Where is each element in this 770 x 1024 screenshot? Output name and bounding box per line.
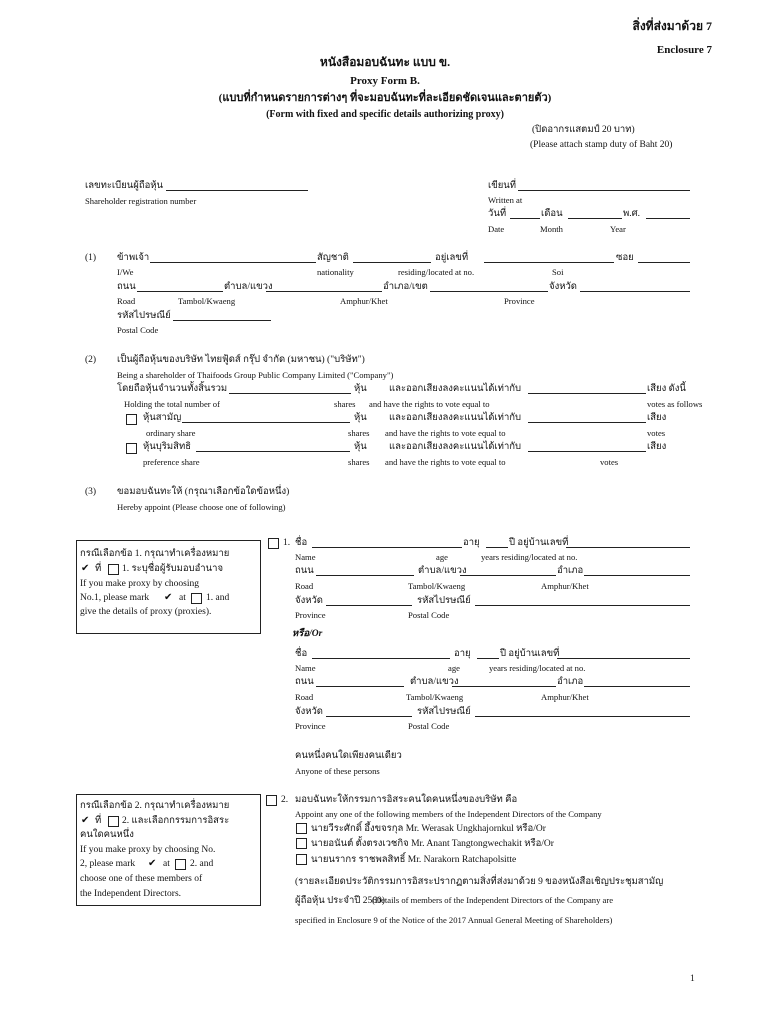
note1-line4b: at <box>179 593 186 603</box>
proxy2-years-label-en: years residing/located at no. <box>489 663 586 673</box>
proxy1-tambol-field[interactable] <box>460 575 556 576</box>
preference-votes-label-th: และออกเสียงลงคะแนนได้เท่ากับ <box>389 442 522 452</box>
province-field[interactable] <box>580 291 690 292</box>
proxy1-age-label-en: age <box>436 552 448 562</box>
year-label-th: พ.ศ. <box>623 209 641 219</box>
written-label-th: เขียนที่ <box>488 181 517 191</box>
detail-th-line1: (รายละเอียดประวัติกรรมการอิสระปรากฏตามสิ่งที่ส่งมาด้วย 9 ของหนังสือเชิญประชุมสามัญ <box>295 877 664 887</box>
ordinary-votes-field[interactable] <box>528 422 646 423</box>
stamp-en: (Please attach stamp duty of Baht 20) <box>530 140 673 150</box>
votes-label-en: and have the rights to vote equal to <box>369 399 490 409</box>
votes-label-th: และออกเสียงลงคะแนนได้เท่ากับ <box>389 384 522 394</box>
note2-line7: the Independent Directors. <box>80 889 182 899</box>
road-label-th: ถนน <box>117 282 136 292</box>
votes-total-label-en: votes as follows <box>647 399 703 409</box>
shareholder-line-en: Being a shareholder of Thaifoods Group Public Company Limited ("Company") <box>117 370 394 380</box>
preference-vote-unit-th: เสียง <box>647 442 667 452</box>
proxy1-age-label-th: อายุ <box>463 538 480 548</box>
preference-votes-unit-en: votes <box>600 457 619 467</box>
note1-line2a: ที่ <box>95 564 102 574</box>
note2-line5b: at <box>163 859 170 869</box>
option-1-label: 1. <box>283 538 291 548</box>
option-2-line-en: Appoint any one of the following members of the Independent Directors of the Company <box>295 809 602 819</box>
proxy2-age-label-en: age <box>448 663 460 673</box>
proxy1-postal-label-en: Postal Code <box>408 610 450 620</box>
reg-number-field[interactable] <box>166 190 308 191</box>
note2-line1: กรณีเลือกข้อ 2. กรุณาทำเครื่องหมาย <box>80 801 230 811</box>
ordinary-votes-label-th: และออกเสียงลงคะแนนได้เท่ากับ <box>389 413 522 423</box>
director-1-checkbox[interactable] <box>296 823 307 834</box>
nationality-field[interactable] <box>353 262 431 263</box>
proxy2-postal-label-en: Postal Code <box>408 721 450 731</box>
director-1-label: นายวีระศักดิ์ อึ้งขจรกุล Mr. Werasak Ungkhajornkul หรือ/Or <box>311 824 546 834</box>
address-label-en: residing/located at no. <box>398 267 475 277</box>
director-3-label: นายนรากร ราชพลสิทธิ์ Mr. Narakorn Ratchapolsitte <box>311 855 517 865</box>
name-field[interactable] <box>150 262 316 263</box>
stamp-th: (ปิดอากรแสตมป์ 20 บาท) <box>532 125 635 135</box>
preference-votes-field[interactable] <box>528 451 646 452</box>
province-label-en: Province <box>504 296 535 306</box>
proxy1-years-label-en: years residing/located at no. <box>481 552 578 562</box>
proxy1-name-field[interactable] <box>312 547 462 548</box>
note1-line5: give the details of proxy (proxies). <box>80 607 212 617</box>
proxy2-years-label-th: ปี อยู่บ้านเลขที่ <box>500 649 560 659</box>
subtitle-en: (Form with fixed and specific details authorizing proxy) <box>266 109 504 120</box>
address-label-th: อยู่เลขที่ <box>435 253 469 263</box>
ordinary-votes-label-en: and have the rights to vote equal to <box>385 428 506 438</box>
votes-total-label-th: เสียง ดังนี้ <box>647 384 686 394</box>
ordinary-votes-unit-en: votes <box>647 428 666 438</box>
holding-label-en: Holding the total number of <box>124 399 220 409</box>
proxy1-postal-label-th: รหัสไปรษณีย์ <box>417 596 471 606</box>
note2-line5a: 2, please mark <box>80 859 136 869</box>
title-en: Proxy Form B. <box>350 75 420 87</box>
proxy2-province-label-th: จังหวัด <box>295 707 323 717</box>
tambol-label-th: ตำบล/แขวง <box>224 282 273 292</box>
preference-votes-label-en: and have the rights to vote equal to <box>385 457 506 467</box>
preference-shares-label-en: shares <box>348 457 370 467</box>
road-label-en: Road <box>117 296 136 306</box>
check-mark-icon: ✔ <box>164 592 173 603</box>
note1-line4a: No.1, please mark <box>80 593 150 603</box>
note2-line2b: 2. และเลือกกรรมการอิสระ <box>122 816 230 826</box>
proxy2-age-field[interactable] <box>477 658 499 659</box>
check-mark-icon: ✔ <box>148 858 157 869</box>
proxy1-name-label-th: ชื่อ <box>295 538 308 548</box>
proxy2-name-label-th: ชื่อ <box>295 649 308 659</box>
note2-line4: If you make proxy by choosing No. <box>80 845 216 855</box>
postal-field[interactable] <box>173 320 271 321</box>
province-label-th: จังหวัด <box>549 282 577 292</box>
date-label-en: Date <box>488 224 505 234</box>
preference-shares-field[interactable] <box>196 451 350 452</box>
proxy2-amphur-label-en: Amphur/Khet <box>541 692 589 702</box>
soi-field[interactable] <box>638 262 690 263</box>
iwe-label-en: I/We <box>117 267 134 277</box>
title-th: หนังสือมอบฉันทะ แบบ ข. <box>319 55 451 69</box>
preference-label-en: preference share <box>143 457 200 467</box>
enclosure-en: Enclosure 7 <box>656 44 712 56</box>
director-3-checkbox[interactable] <box>296 854 307 865</box>
amphur-label-en: Amphur/Khet <box>340 296 388 306</box>
holding-label-th: โดยถือหุ้นจำนวนทั้งสิ้นรวม <box>117 384 228 394</box>
iwe-label-th: ข้าพเจ้า <box>117 253 150 263</box>
proxy2-amphur-field[interactable] <box>584 686 690 687</box>
soi-label-th: ซอย <box>616 253 634 263</box>
checkbox-icon <box>175 859 186 870</box>
checkbox-icon <box>108 564 119 575</box>
amphur-field[interactable] <box>430 291 548 292</box>
proxy2-address-field[interactable] <box>557 658 690 659</box>
shares-label-th: หุ้น <box>354 384 367 394</box>
postal-label-th: รหัสไปรษณีย์ <box>117 311 171 321</box>
director-2-label: นายอนันต์ ตั้งตรงเวชกิจ Mr. Anant Tangtongwechakit หรือ/Or <box>311 839 554 849</box>
total-shares-field[interactable] <box>229 393 351 394</box>
shares-label-en: shares <box>334 399 356 409</box>
address-field[interactable] <box>484 262 614 263</box>
section-2-number: (2) <box>85 355 97 365</box>
reg-label-en: Shareholder registration number <box>85 196 197 206</box>
note1-line4c: 1. and <box>206 593 230 603</box>
proxy2-name-label-en: Name <box>295 663 316 673</box>
check-mark-icon: ✔ <box>81 815 90 826</box>
proxy1-name-label-en: Name <box>295 552 316 562</box>
proxy2-tambol-field[interactable] <box>452 686 556 687</box>
appoint-line-en: Hereby appoint (Please choose one of following) <box>117 502 286 512</box>
soi-label-en: Soi <box>552 267 564 277</box>
ordinary-label-th: หุ้นสามัญ <box>143 413 182 423</box>
check-mark-icon: ✔ <box>81 563 90 574</box>
proxy2-tambol-label-th: ตำบล/แขวง <box>410 677 459 687</box>
proxy1-road-label-th: ถนน <box>295 566 314 576</box>
written-at-field[interactable] <box>518 190 690 191</box>
option-1-checkbox[interactable] <box>268 538 279 549</box>
preference-shares-unit-th: หุ้น <box>354 442 367 452</box>
detail-en-line2: specified in Enclosure 9 of the Notice of the 2017 Annual General Meeting of Shareholders) <box>295 915 613 925</box>
proxy2-postal-label-th: รหัสไปรษณีย์ <box>417 707 471 717</box>
date-label-th: วันที่ <box>488 209 507 219</box>
shareholder-line-th: เป็นผู้ถือหุ้นของบริษัท ไทยฟู้ดส์ กรุ๊ป จำกัด (มหาชน) ("บริษัท") <box>117 355 365 365</box>
postal-label-en: Postal Code <box>117 325 159 335</box>
proxy2-province-field[interactable] <box>326 716 412 717</box>
tambol-label-en: Tambol/Kwaeng <box>178 296 236 306</box>
option-2-instruction-box <box>76 794 261 906</box>
page-number: 1 <box>690 974 695 984</box>
anyone-label-th: คนหนึ่งคนใดเพียงคนเดียว <box>295 751 402 761</box>
note1-line3: If you make proxy by choosing <box>80 579 199 589</box>
tambol-field[interactable] <box>266 291 382 292</box>
detail-th-line2: ผู้ถือหุ้น ประจำปี 2560) <box>295 896 385 906</box>
checkbox-icon <box>191 593 202 604</box>
proxy1-road-field[interactable] <box>316 575 414 576</box>
detail-en-line1: (Details of members of the Independent Directors of the Company are <box>372 895 614 905</box>
ordinary-label-en: ordinary share <box>146 428 196 438</box>
proxy2-road-label-th: ถนน <box>295 677 314 687</box>
month-label-en: Month <box>540 224 563 234</box>
year-label-en: Year <box>610 224 626 234</box>
ordinary-vote-unit-th: เสียง <box>647 413 667 423</box>
preference-share-checkbox[interactable] <box>126 443 137 454</box>
proxy2-amphur-label-th: อำเภอ <box>557 677 584 687</box>
proxy1-tambol-label-en: Tambol/Kwaeng <box>408 581 466 591</box>
reg-label-th: เลขทะเบียนผู้ถือหุ้น <box>85 181 164 191</box>
preference-label-th: หุ้นบุริมสิทธิ <box>143 442 192 452</box>
year-field[interactable] <box>646 218 690 219</box>
note1-line1: กรณีเลือกข้อ 1. กรุณาทำเครื่องหมาย <box>80 549 230 559</box>
option-2-label: 2. <box>281 795 289 805</box>
director-2-checkbox[interactable] <box>296 838 307 849</box>
month-field[interactable] <box>568 218 622 219</box>
total-votes-field[interactable] <box>528 393 646 394</box>
anyone-label-en: Anyone of these persons <box>295 766 380 776</box>
option-2-checkbox[interactable] <box>266 795 277 806</box>
proxy2-postal-field[interactable] <box>475 716 690 717</box>
proxy1-road-label-en: Road <box>295 581 314 591</box>
subtitle-th: (แบบที่กำหนดรายการต่างๆ ที่จะมอบฉันทะที่ละเอียดชัดเจนและตายตัว) <box>218 92 552 104</box>
section-1-number: (1) <box>85 253 97 263</box>
proxy1-amphur-label-th: อำเภอ <box>557 566 584 576</box>
section-3-number: (3) <box>85 487 97 497</box>
note2-line5c: 2. and <box>190 859 214 869</box>
proxy1-province-label-en: Province <box>295 610 326 620</box>
proxy1-age-field[interactable] <box>486 547 508 548</box>
note2-line3: คนใดคนหนึ่ง <box>80 830 134 840</box>
proxy2-road-field[interactable] <box>316 686 404 687</box>
appoint-line-th: ขอมอบฉันทะให้ (กรุณาเลือกข้อใดข้อหนึ่ง) <box>117 487 290 497</box>
proxy2-province-label-en: Province <box>295 721 326 731</box>
written-label-en: Written at <box>488 195 523 205</box>
date-field[interactable] <box>510 218 540 219</box>
ordinary-shares-field[interactable] <box>182 422 350 423</box>
proxy1-province-field[interactable] <box>326 605 412 606</box>
note2-line6: choose one of these members of <box>80 874 203 884</box>
option-1-instruction-box <box>76 540 261 634</box>
month-label-th: เดือน <box>541 209 563 219</box>
proxy1-postal-field[interactable] <box>475 605 690 606</box>
ordinary-shares-unit-th: หุ้น <box>354 413 367 423</box>
nationality-label-th: สัญชาติ <box>317 253 349 263</box>
option-2-line-th: มอบฉันทะให้กรรมการอิสระคนใดคนหนึ่งของบริษัท คือ <box>295 795 518 805</box>
ordinary-share-checkbox[interactable] <box>126 414 137 425</box>
or-label: หรือ/Or <box>292 629 323 639</box>
road-field[interactable] <box>137 291 223 292</box>
proxy1-amphur-field[interactable] <box>584 575 690 576</box>
ordinary-shares-label-en: shares <box>348 428 370 438</box>
note2-line2a: ที่ <box>95 816 102 826</box>
nationality-label-en: nationality <box>317 267 354 277</box>
proxy1-address-field[interactable] <box>566 547 690 548</box>
checkbox-icon <box>108 816 119 827</box>
proxy1-tambol-label-th: ตำบล/แขวง <box>418 566 467 576</box>
proxy2-age-label-th: อายุ <box>454 649 471 659</box>
amphur-label-th: อำเภอ/เขต <box>383 282 428 292</box>
note1-line2b: 1. ระบุชื่อผู้รับมอบอำนาจ <box>122 564 224 574</box>
proxy1-amphur-label-en: Amphur/Khet <box>541 581 589 591</box>
proxy2-name-field[interactable] <box>312 658 450 659</box>
proxy1-years-label-th: ปี อยู่บ้านเลขที่ <box>509 538 569 548</box>
proxy2-road-label-en: Road <box>295 692 314 702</box>
proxy1-province-label-th: จังหวัด <box>295 596 323 606</box>
proxy2-tambol-label-en: Tambol/Kwaeng <box>406 692 464 702</box>
enclosure-th: สิ่งที่ส่งมาด้วย 7 <box>632 19 712 33</box>
